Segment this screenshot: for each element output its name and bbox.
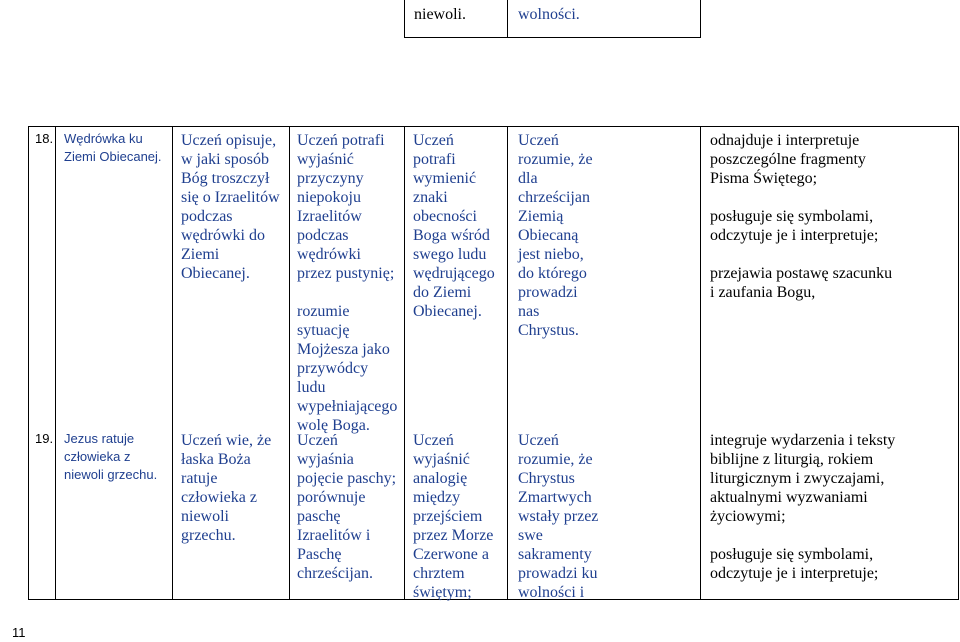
col-divider-4 bbox=[404, 126, 405, 600]
col-divider-1 bbox=[55, 126, 56, 600]
row-cell-competencies: odnajduje i interpretuje poszczególne fragmenty Pisma Świętego; posługuje się symbolami, odczytuje je i interpretuje; przejawia postawę szacunku i zaufania Bogu, bbox=[710, 132, 893, 301]
row-cell-competencies: integruje wydarzenia i teksty biblijne z liturgią, rokiem liturgicznym i zwyczajami, aktualnymi wyzwaniami życiowymi; posługuje się symbolami, odczytuje je i interpretuje; bbox=[710, 432, 896, 582]
top-row-border-right bbox=[700, 0, 701, 38]
top-row-border-left bbox=[404, 0, 405, 38]
row-topic: Jezus ratuje człowieka z niewoli grzechu. bbox=[64, 431, 158, 482]
row-cell-description: Uczeń wie, że łaska Boża ratuje człowieka z niewoli grzechu. bbox=[181, 432, 272, 544]
col-divider-6 bbox=[700, 126, 701, 600]
table-border-bottom bbox=[28, 599, 959, 600]
table-border-right bbox=[958, 126, 959, 600]
row-cell-knowledge: Uczeń wyjaśnić analogię między przejściem przez Morze Czerwone a chrztem świętym; bbox=[413, 432, 494, 601]
top-row-cell-a: niewoli. bbox=[414, 6, 466, 23]
row-cell-description: Uczeń opisuje, w jaki sposób Bóg troszczył się o Izraelitów podczas wędrówki do Ziemi Obiecanej. bbox=[181, 132, 280, 282]
top-row-border-bottom bbox=[404, 37, 701, 38]
table-border-top bbox=[28, 126, 959, 127]
row-number: 19. bbox=[35, 431, 54, 446]
row-cell-understanding: Uczeń rozumie, że Chrystus Zmartwych wstały przez swe sakramenty prowadzi ku wolności i bbox=[518, 432, 599, 601]
row-topic: Wędrówka ku Ziemi Obiecanej. bbox=[64, 131, 162, 164]
page-number: 11 bbox=[12, 625, 26, 640]
col-divider-2 bbox=[172, 126, 173, 600]
row-number: 18. bbox=[35, 131, 54, 146]
row-cell-skills: Uczeń wyjaśnia pojęcie paschy; porównuje paschę Izraelitów i Paschę chrześcijan. bbox=[297, 432, 397, 582]
top-row-border-mid bbox=[507, 0, 508, 38]
row-cell-knowledge: Uczeń potrafi wymienić znaki obecności Boga wśród swego ludu wędrującego do Ziemi Obiecanej. bbox=[413, 132, 495, 320]
top-row-cell-b: wolności. bbox=[518, 6, 580, 23]
col-divider-3 bbox=[289, 126, 290, 600]
row-cell-understanding: Uczeń rozumie, że dla chrześcijan Ziemią Obiecaną jest niebo, do którego prowadzi nas Chrystus. bbox=[518, 132, 593, 339]
row-cell-skills: Uczeń potrafi wyjaśnić przyczyny niepokoju Izraelitów podczas wędrówki przez pustynię; rozumie sytuację Mojżesza jako przywódcy ludu wypełniającego wolę Boga. bbox=[297, 132, 398, 434]
table-border-left bbox=[28, 126, 29, 600]
col-divider-5 bbox=[507, 126, 508, 600]
